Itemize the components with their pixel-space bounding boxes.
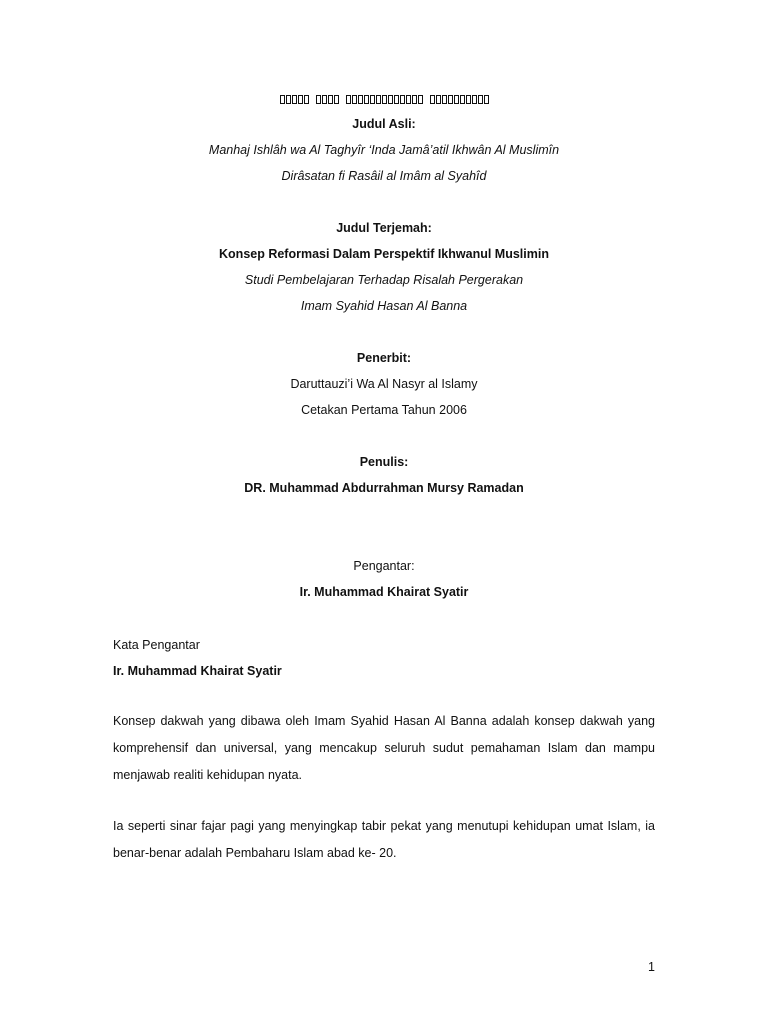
- translated-title-label: Judul Terjemah:: [336, 221, 432, 235]
- paragraph-1-line: komprehensif dan universal, yang mencakup seluruh sudut pemahaman Islam dan mampu: [113, 741, 655, 755]
- original-title-line-1: Manhaj Ishlâh wa Al Taghyîr ‘Inda Jamâ’atil Ikhwân Al Muslimîn: [208, 143, 560, 157]
- section-heading: Kata Pengantar: [113, 638, 200, 652]
- foreword-label: Pengantar:: [353, 559, 415, 573]
- paragraph-2-line: benar-benar adalah Pembaharu Islam abad ke- 20.: [113, 846, 397, 860]
- page-number: 1: [648, 960, 655, 974]
- translated-subtitle-1: Studi Pembelajaran Terhadap Risalah Pergerakan: [244, 273, 524, 287]
- glyph-group: [429, 91, 489, 109]
- paragraph-1-line: menjawab realiti kehidupan nyata.: [113, 768, 303, 782]
- foreword-name: Ir. Muhammad Khairat Syatir: [299, 585, 469, 599]
- author-name: DR. Muhammad Abdurrahman Mursy Ramadan: [244, 481, 524, 495]
- paragraph-2-line: Ia seperti sinar fajar pagi yang menyingkap tabir pekat yang menutupi kehidupan umat Islam, ia: [113, 819, 655, 833]
- original-title-label: Judul Asli:: [352, 117, 416, 131]
- publisher-label: Penerbit:: [356, 351, 412, 365]
- paragraph-1: [113, 708, 655, 789]
- paragraph-1-line: Konsep dakwah yang dibawa oleh Imam Syahid Hasan Al Banna adalah konsep dakwah yang: [113, 714, 655, 728]
- author-label: Penulis:: [359, 455, 409, 469]
- original-title-line-2: Dirâsatan fi Rasâil al Imâm al Syahîd: [281, 169, 487, 183]
- glyph-group: [345, 91, 423, 109]
- translated-title: Konsep Reformasi Dalam Perspektif Ikhwanul Muslimin: [219, 247, 549, 261]
- glyph-group: [279, 91, 309, 109]
- paragraph-2: [113, 813, 655, 867]
- unrendered-header-glyphs: [0, 91, 768, 105]
- publisher-name: Daruttauzi’i Wa Al Nasyr al Islamy: [290, 377, 478, 391]
- translated-subtitle-2: Imam Syahid Hasan Al Banna: [300, 299, 468, 313]
- section-author: Ir. Muhammad Khairat Syatir: [113, 664, 282, 678]
- glyph-group: [315, 91, 339, 109]
- publisher-edition: Cetakan Pertama Tahun 2006: [301, 403, 467, 417]
